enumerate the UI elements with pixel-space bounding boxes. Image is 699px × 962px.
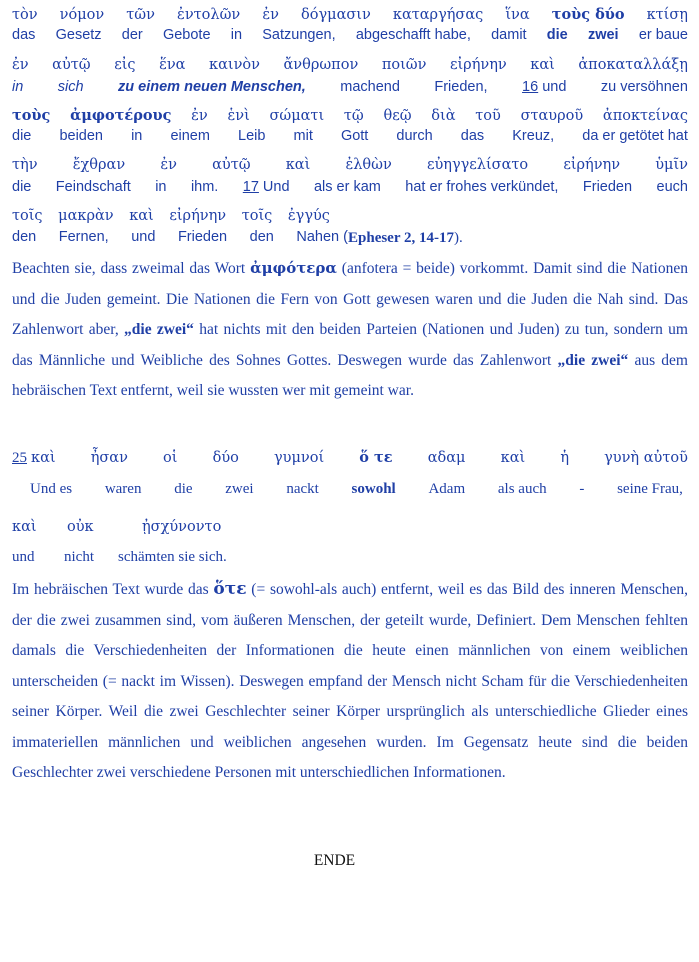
german-word: die (12, 128, 32, 144)
german-word: damit (491, 27, 527, 43)
greek-word-bold: τοὺς (12, 107, 51, 124)
paragraph-text: (= sowohl-als auch) entfernt, weil es das Bild des inneren Menschen, der die zwei zusammen sind, vom äußeren Menschen, der geteilt wurde, Definiert. Dem Menschen fehlten damals die Verschiedenheiten der Informationen die heute einen männlichen von einem weiblichen unterscheiden (= nackt im Wissen). Deswegen empfand der Mensch nicht Scham für die Verschiedenheiten seiner Körper. Weil die zwei Geschlechter seiner Körper ursprünglich als unterschiedliche Glieder eines immateriellen männlichen und weiblichen angesehen wurden. Im Gegensatz heute sind die beiden Geschlechter zwei verschiedene Personen mit unterschiedlichen Informationen. (12, 581, 688, 781)
greek-word: τὴν (12, 157, 38, 173)
greek-word: τοῖς (12, 208, 43, 224)
german-word: euch (656, 179, 688, 195)
greek-word: γυνὴ αὐτοῦ (604, 450, 688, 466)
end-marker: ENDE (313, 852, 356, 869)
german-word: und (542, 79, 567, 95)
german-word: das (460, 128, 485, 144)
quoted-term: „die zwei“ (557, 351, 629, 369)
greek-word: ἑνὶ (227, 108, 250, 124)
german-word: Frieden (582, 179, 633, 195)
quoted-term: „die zwei“ (124, 321, 194, 338)
greek-word: αδαμ (427, 450, 466, 466)
greek-line-2 (12, 57, 688, 73)
greek-word: ἀποκτείνας (602, 108, 688, 124)
german-line-6 (30, 481, 683, 498)
german-line-1 (12, 27, 688, 43)
german-word: in (230, 27, 243, 43)
greek-word: ἐντολῶν (177, 7, 241, 23)
german-word: Gebote (162, 27, 211, 43)
greek-word-bold: ὅ τε (359, 449, 393, 466)
greek-word: καὶ (31, 450, 56, 466)
german-word: da er getötet hat (582, 128, 688, 144)
greek-word: τοῖς (241, 208, 273, 224)
greek-word: καὶ (530, 57, 555, 73)
german-word: Kreuz, (512, 128, 555, 144)
greek-word: καὶ (500, 450, 526, 466)
greek-word: ἐγγύς (287, 208, 330, 224)
greek-word: ἀποκαταλλάξῃ (578, 57, 688, 73)
greek-word: δόγμασιν (301, 7, 371, 23)
german-word: nicht (64, 549, 94, 565)
german-word: waren (104, 481, 142, 497)
german-word: Leib (238, 128, 266, 144)
german-word: Nahen ( (296, 229, 348, 245)
greek-word: αὐτῷ (212, 157, 251, 173)
german-word: machend (340, 79, 400, 95)
greek-word: τοῦ (475, 108, 501, 124)
german-word-bold: sowohl (351, 481, 396, 497)
german-word: durch (396, 128, 433, 144)
german-word: Frieden (177, 229, 228, 245)
greek-word: τὸν (12, 7, 38, 23)
paragraph-text: (anfotera = beide) vorkommt. Damit sind die Nationen und die Juden gemeint. Die Nationen die Fern von Gott gewesen waren und die Juden die Nah sind. Das Zahlenwort aber, (12, 260, 688, 338)
german-word: die (12, 179, 32, 195)
greek-word: δύο (212, 450, 239, 466)
german-word: in (131, 128, 143, 144)
german-word: in (155, 179, 167, 195)
commentary-paragraph-2 (12, 574, 688, 789)
greek-word: ἕνα (159, 57, 186, 73)
greek-word: τῷ (343, 108, 364, 124)
greek-word: ἄνθρωπον (283, 57, 359, 73)
paragraph-text: Im hebräischen Text wurde das (12, 581, 214, 598)
german-phrase-bold: zu einem neuen Menschen, (118, 79, 306, 95)
german-word: als auch (497, 481, 547, 497)
german-word: zu versöhnen (600, 79, 688, 95)
greek-word: εὐηγγελίσατο (426, 157, 529, 173)
greek-highlight: ἀμφότερα (250, 259, 337, 277)
german-word: sich (57, 79, 84, 95)
german-line-5 (12, 229, 348, 245)
greek-word-bold: ἀμφοτέρους (70, 107, 172, 124)
verse-number: 25 (12, 450, 27, 466)
german-word: und (12, 549, 35, 565)
german-word: hat er frohes verkündet, (405, 179, 559, 195)
greek-word-bold: τοὺς δύο (551, 6, 625, 23)
greek-word: καταργήσας (392, 7, 484, 23)
german-word: einem (170, 128, 210, 144)
verse-number: 16 (522, 79, 539, 95)
greek-line-7 (12, 519, 688, 535)
greek-word: αὐτῷ (52, 57, 91, 73)
german-word-bold: die (546, 27, 568, 43)
greek-word: καινὸν (209, 57, 260, 73)
german-word: Und es (30, 481, 73, 497)
german-line-2 (12, 78, 688, 96)
greek-word: οὐκ (67, 519, 94, 535)
greek-word: ποιῶν (381, 57, 427, 73)
greek-word: εἰρήνην (169, 208, 227, 224)
german-word: Adam (428, 481, 466, 497)
greek-word: ἐν (191, 108, 208, 124)
paragraph-text: hat nichts mit den beiden Parteien (Nationen und Juden) zu tun, sondern um das Männliche und Weibliche des Sohnes Gottes. Deswegen wurde das Zahlenwort (12, 321, 688, 369)
german-word: Und (262, 179, 290, 195)
greek-highlight: ὅτε (213, 579, 247, 599)
greek-word: διὰ (431, 108, 456, 124)
german-word: das (12, 27, 36, 43)
greek-word: νόμον (59, 7, 105, 23)
scripture-reference (348, 229, 463, 247)
german-line-3 (12, 128, 688, 144)
german-word: als er kam (313, 179, 381, 195)
greek-line-4 (12, 157, 688, 173)
greek-word: θεῷ (383, 108, 412, 124)
paragraph-text: aus dem hebräischen Text entfernt, weil sie wussten wer mit gemeint war. (12, 351, 688, 399)
reference-text: Epheser 2, 14-17 (348, 230, 454, 246)
greek-word: εἰρήνην (449, 57, 507, 73)
german-word: Gesetz (55, 27, 102, 43)
commentary-paragraph-1 (12, 253, 688, 407)
greek-word: ἵνα (505, 7, 530, 23)
greek-word: καὶ (12, 519, 37, 535)
german-word: zwei (225, 481, 254, 497)
greek-line-3 (12, 107, 688, 124)
german-word: den (249, 229, 274, 245)
greek-word: τῶν (126, 7, 155, 23)
german-word: in (12, 79, 24, 95)
greek-word: ἔχθραν (72, 157, 126, 173)
greek-word: ἐν (262, 7, 279, 23)
paragraph-text: Beachten sie, dass zweimal das Wort (12, 260, 251, 277)
greek-line-5 (12, 208, 330, 224)
german-word-bold: zwei (587, 27, 619, 43)
greek-word: μακρὰν (58, 208, 114, 224)
german-word: abgeschafft habe, (355, 27, 471, 43)
greek-word: ἡ (560, 450, 569, 466)
german-word: Gott (340, 128, 369, 144)
greek-word: ὑμῖν (655, 157, 688, 173)
greek-word: γυμνοί (274, 450, 325, 466)
reference-close: ). (453, 230, 463, 246)
greek-word: ἐλθὼν (345, 157, 392, 173)
german-word: nackt (286, 481, 319, 497)
greek-word: ἐν (12, 57, 29, 73)
greek-line-1 (12, 6, 688, 23)
german-word: und (131, 229, 156, 245)
german-line-7 (12, 549, 688, 566)
german-word: mit (293, 128, 313, 144)
german-line-4 (12, 178, 688, 196)
german-word: die (174, 481, 193, 497)
german-word: Fernen, (58, 229, 109, 245)
greek-word: ἦσαν (90, 450, 128, 466)
german-word: den (12, 229, 37, 245)
german-word: ihm. (190, 179, 219, 195)
greek-word: ἐν (160, 157, 177, 173)
greek-word: καὶ (129, 208, 154, 224)
greek-word: κτίσῃ (646, 7, 688, 23)
german-word: beiden (59, 128, 103, 144)
german-word: schämten sie sich. (118, 549, 227, 565)
verse-number: 17 (242, 179, 259, 195)
german-word: der (121, 27, 143, 43)
german-word: Feindschaft (55, 179, 131, 195)
german-word: - (579, 481, 585, 497)
greek-word: εἰρήνην (563, 157, 621, 173)
greek-word: σώματι (269, 108, 325, 124)
greek-word: καὶ (285, 157, 311, 173)
greek-word: εἰς (114, 57, 136, 73)
german-word: Frieden, (434, 79, 488, 95)
german-word: er baue (638, 27, 688, 43)
german-word: seine Frau, (617, 481, 683, 497)
greek-word: οἱ (163, 450, 178, 466)
greek-word: σταυροῦ (520, 108, 584, 124)
greek-word: ᾐσχύνοντο (142, 519, 222, 535)
german-word: Satzungen, (262, 27, 336, 43)
greek-line-6 (12, 449, 688, 467)
